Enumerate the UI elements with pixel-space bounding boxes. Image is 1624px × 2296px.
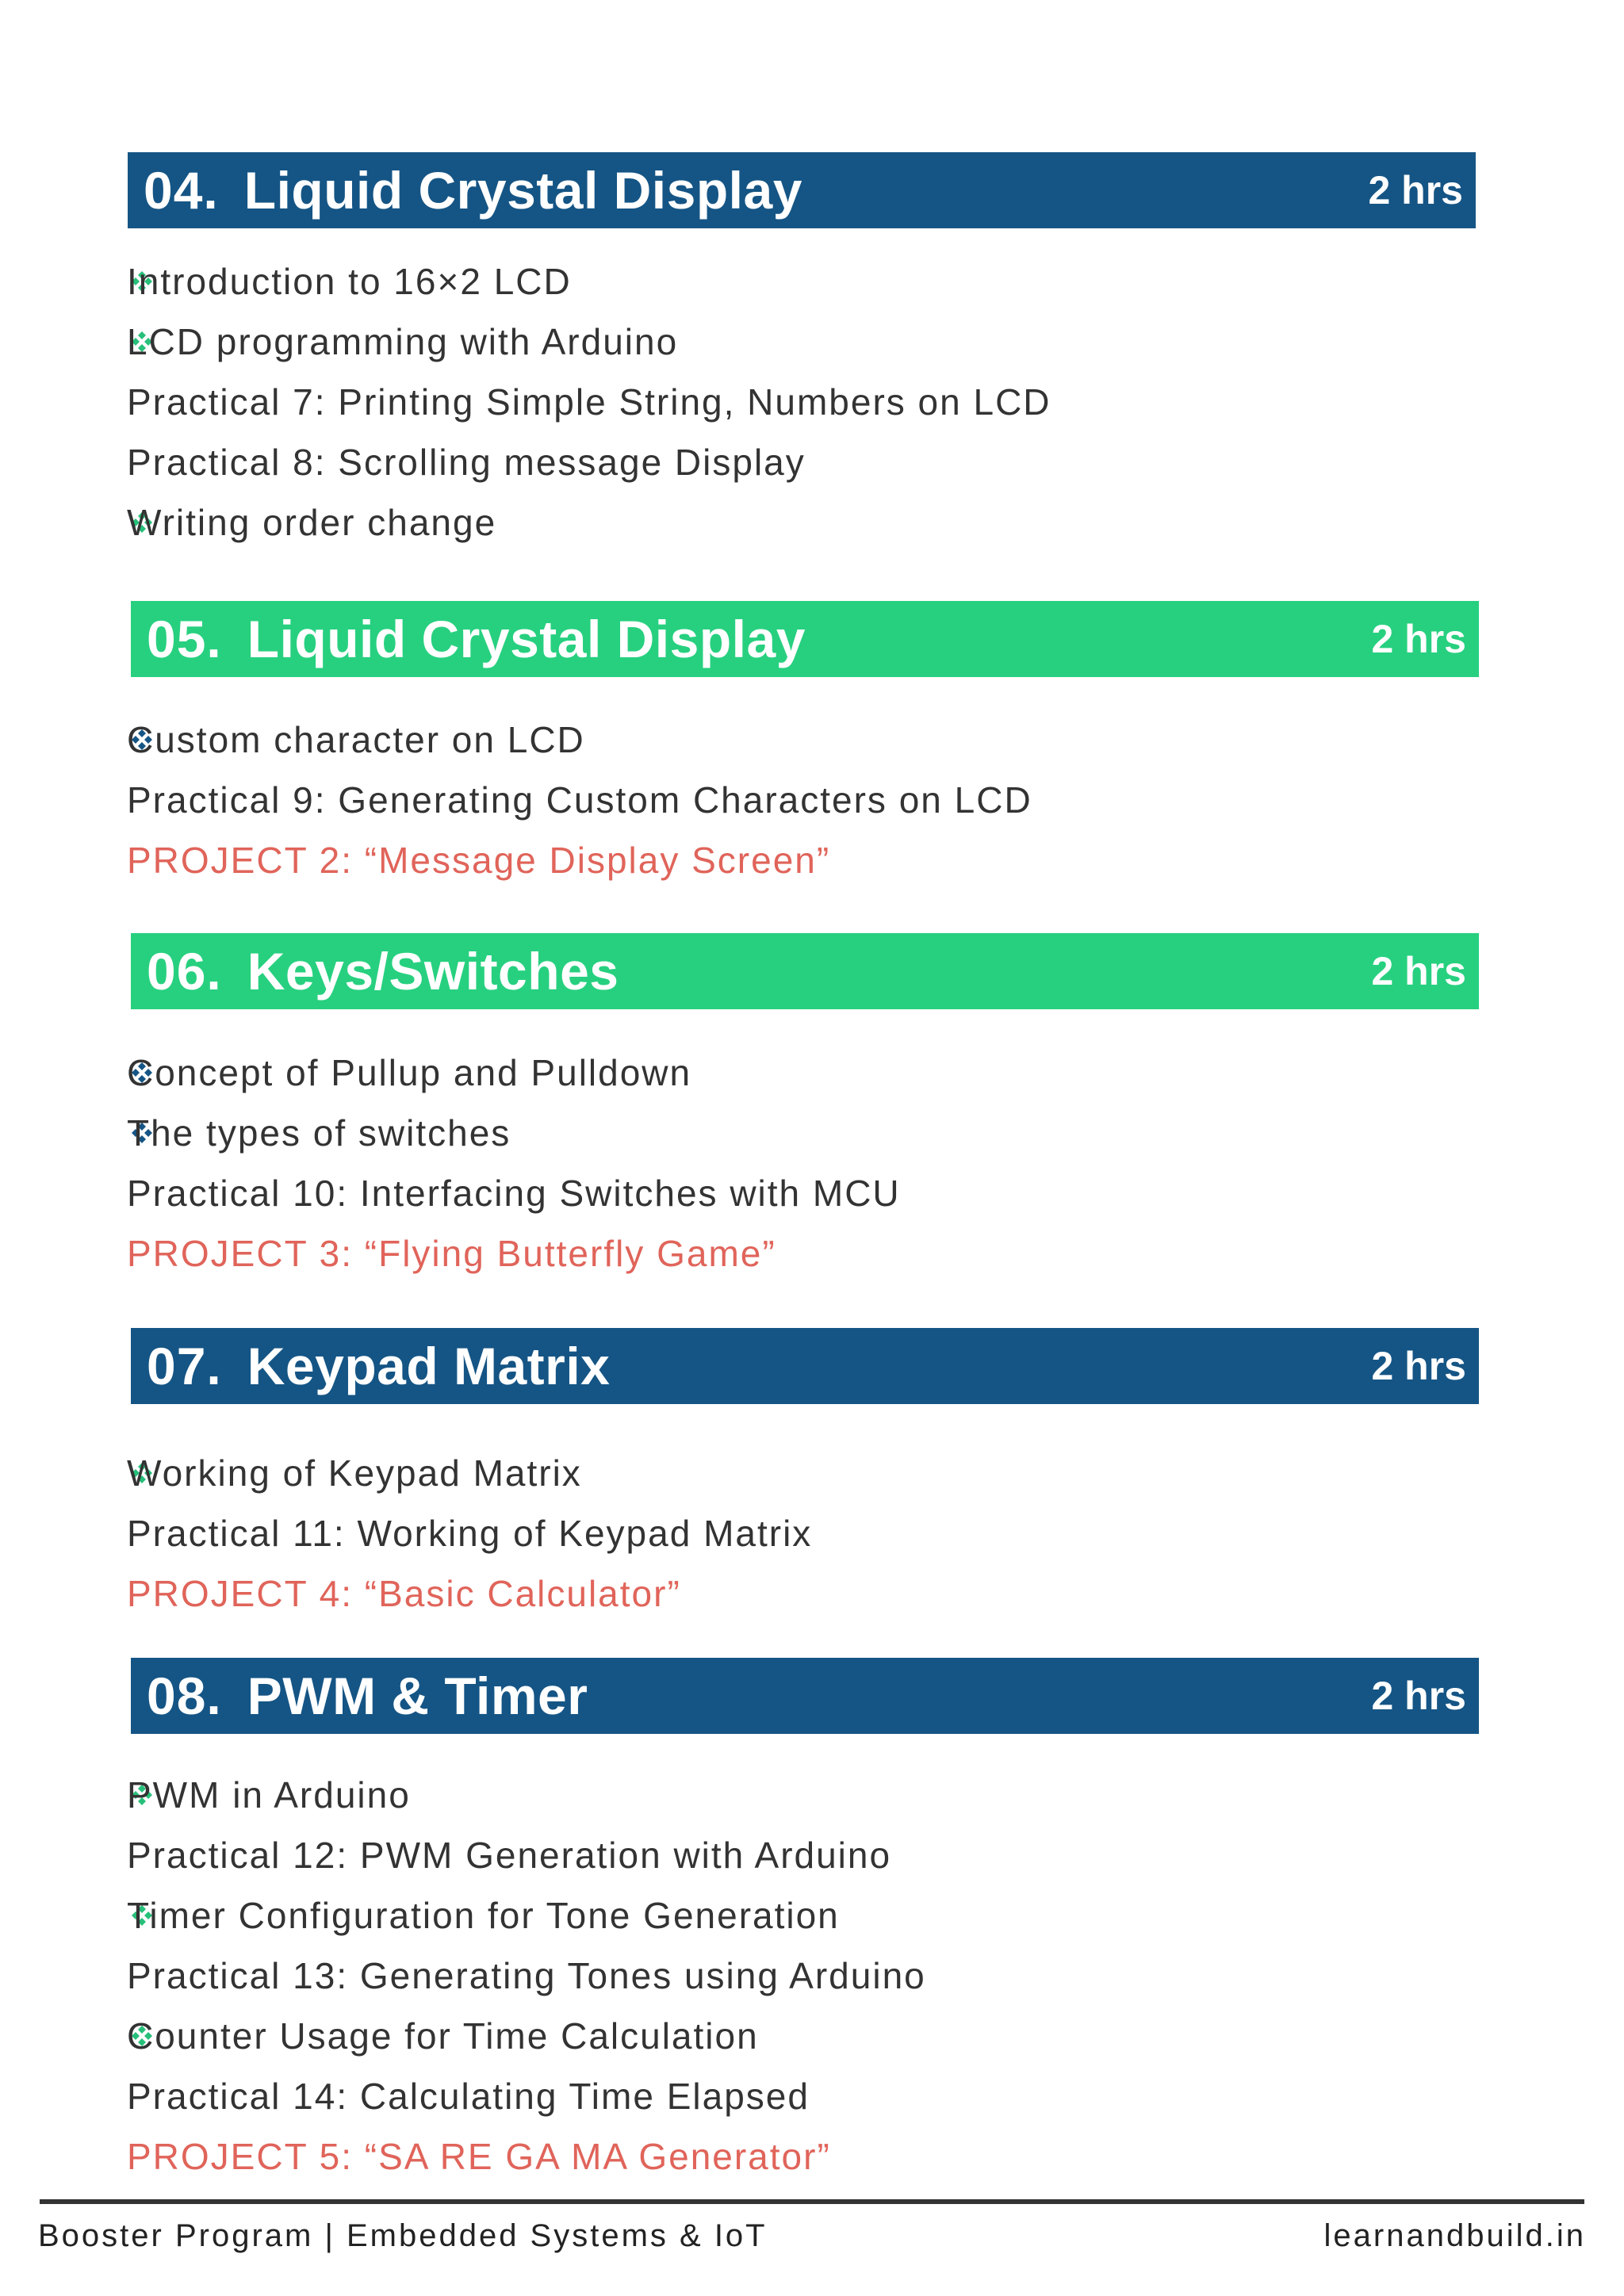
footer-website-link[interactable]: learnandbuild.in bbox=[1323, 2218, 1586, 2253]
practical-item: Practical 11: Working of Keypad Matrix bbox=[127, 1513, 813, 1554]
section-number: 06. bbox=[147, 942, 222, 1001]
list-item: PWM in Arduino bbox=[127, 1774, 411, 1816]
section-number: 05. bbox=[147, 610, 222, 668]
section-header bbox=[131, 933, 1479, 1009]
list-item: The types of switches bbox=[127, 1112, 511, 1154]
section-header bbox=[131, 601, 1479, 677]
project-item: PROJECT 4: “Basic Calculator” bbox=[127, 1573, 681, 1614]
section-duration: 2 hrs bbox=[1371, 617, 1466, 661]
section-header bbox=[131, 1658, 1479, 1734]
list-item: Introduction to 16×2 LCD bbox=[127, 261, 572, 302]
section-number: 04. bbox=[144, 161, 219, 220]
list-item: Working of Keypad Matrix bbox=[127, 1452, 582, 1494]
list-item: Custom character on LCD bbox=[127, 719, 585, 760]
section-title: Keypad Matrix bbox=[247, 1337, 611, 1395]
list-item: LCD programming with Arduino bbox=[127, 321, 679, 362]
practical-item: Practical 7: Printing Simple String, Numbers on LCD bbox=[127, 381, 1051, 423]
section-number: 07. bbox=[147, 1337, 222, 1395]
project-item: PROJECT 5: “SA RE GA MA Generator” bbox=[127, 2136, 831, 2177]
practical-item: Practical 9: Generating Custom Characters on LCD bbox=[127, 779, 1032, 821]
practical-item: Practical 14: Calculating Time Elapsed bbox=[127, 2076, 810, 2117]
practical-item: Practical 8: Scrolling message Display bbox=[127, 442, 806, 483]
list-item: Writing order change bbox=[127, 502, 497, 543]
project-item: PROJECT 2: “Message Display Screen” bbox=[127, 840, 831, 881]
section-title: Keys/Switches bbox=[247, 942, 619, 1001]
section-duration: 2 hrs bbox=[1371, 1344, 1466, 1388]
practical-item: Practical 13: Generating Tones using Arduino bbox=[127, 1955, 926, 1996]
list-item: Counter Usage for Time Calculation bbox=[127, 2015, 759, 2057]
footer-divider bbox=[40, 2199, 1584, 2204]
section-header bbox=[128, 152, 1476, 228]
section-title: Liquid Crystal Display bbox=[247, 610, 806, 668]
section-duration: 2 hrs bbox=[1371, 1674, 1466, 1718]
footer-program-title: Booster Program | Embedded Systems & IoT bbox=[38, 2218, 768, 2253]
practical-item: Practical 12: PWM Generation with Arduino bbox=[127, 1835, 892, 1876]
section-duration: 2 hrs bbox=[1368, 168, 1463, 212]
section-number: 08. bbox=[147, 1667, 222, 1725]
project-item: PROJECT 3: “Flying Butterfly Game” bbox=[127, 1233, 776, 1274]
practical-item: Practical 10: Interfacing Switches with MCU bbox=[127, 1173, 901, 1214]
section-title: Liquid Crystal Display bbox=[243, 161, 802, 220]
list-item: Timer Configuration for Tone Generation bbox=[127, 1895, 840, 1936]
list-item: Concept of Pullup and Pulldown bbox=[127, 1052, 692, 1093]
section-duration: 2 hrs bbox=[1371, 949, 1466, 993]
section-header bbox=[131, 1328, 1479, 1404]
section-title: PWM & Timer bbox=[247, 1667, 588, 1725]
